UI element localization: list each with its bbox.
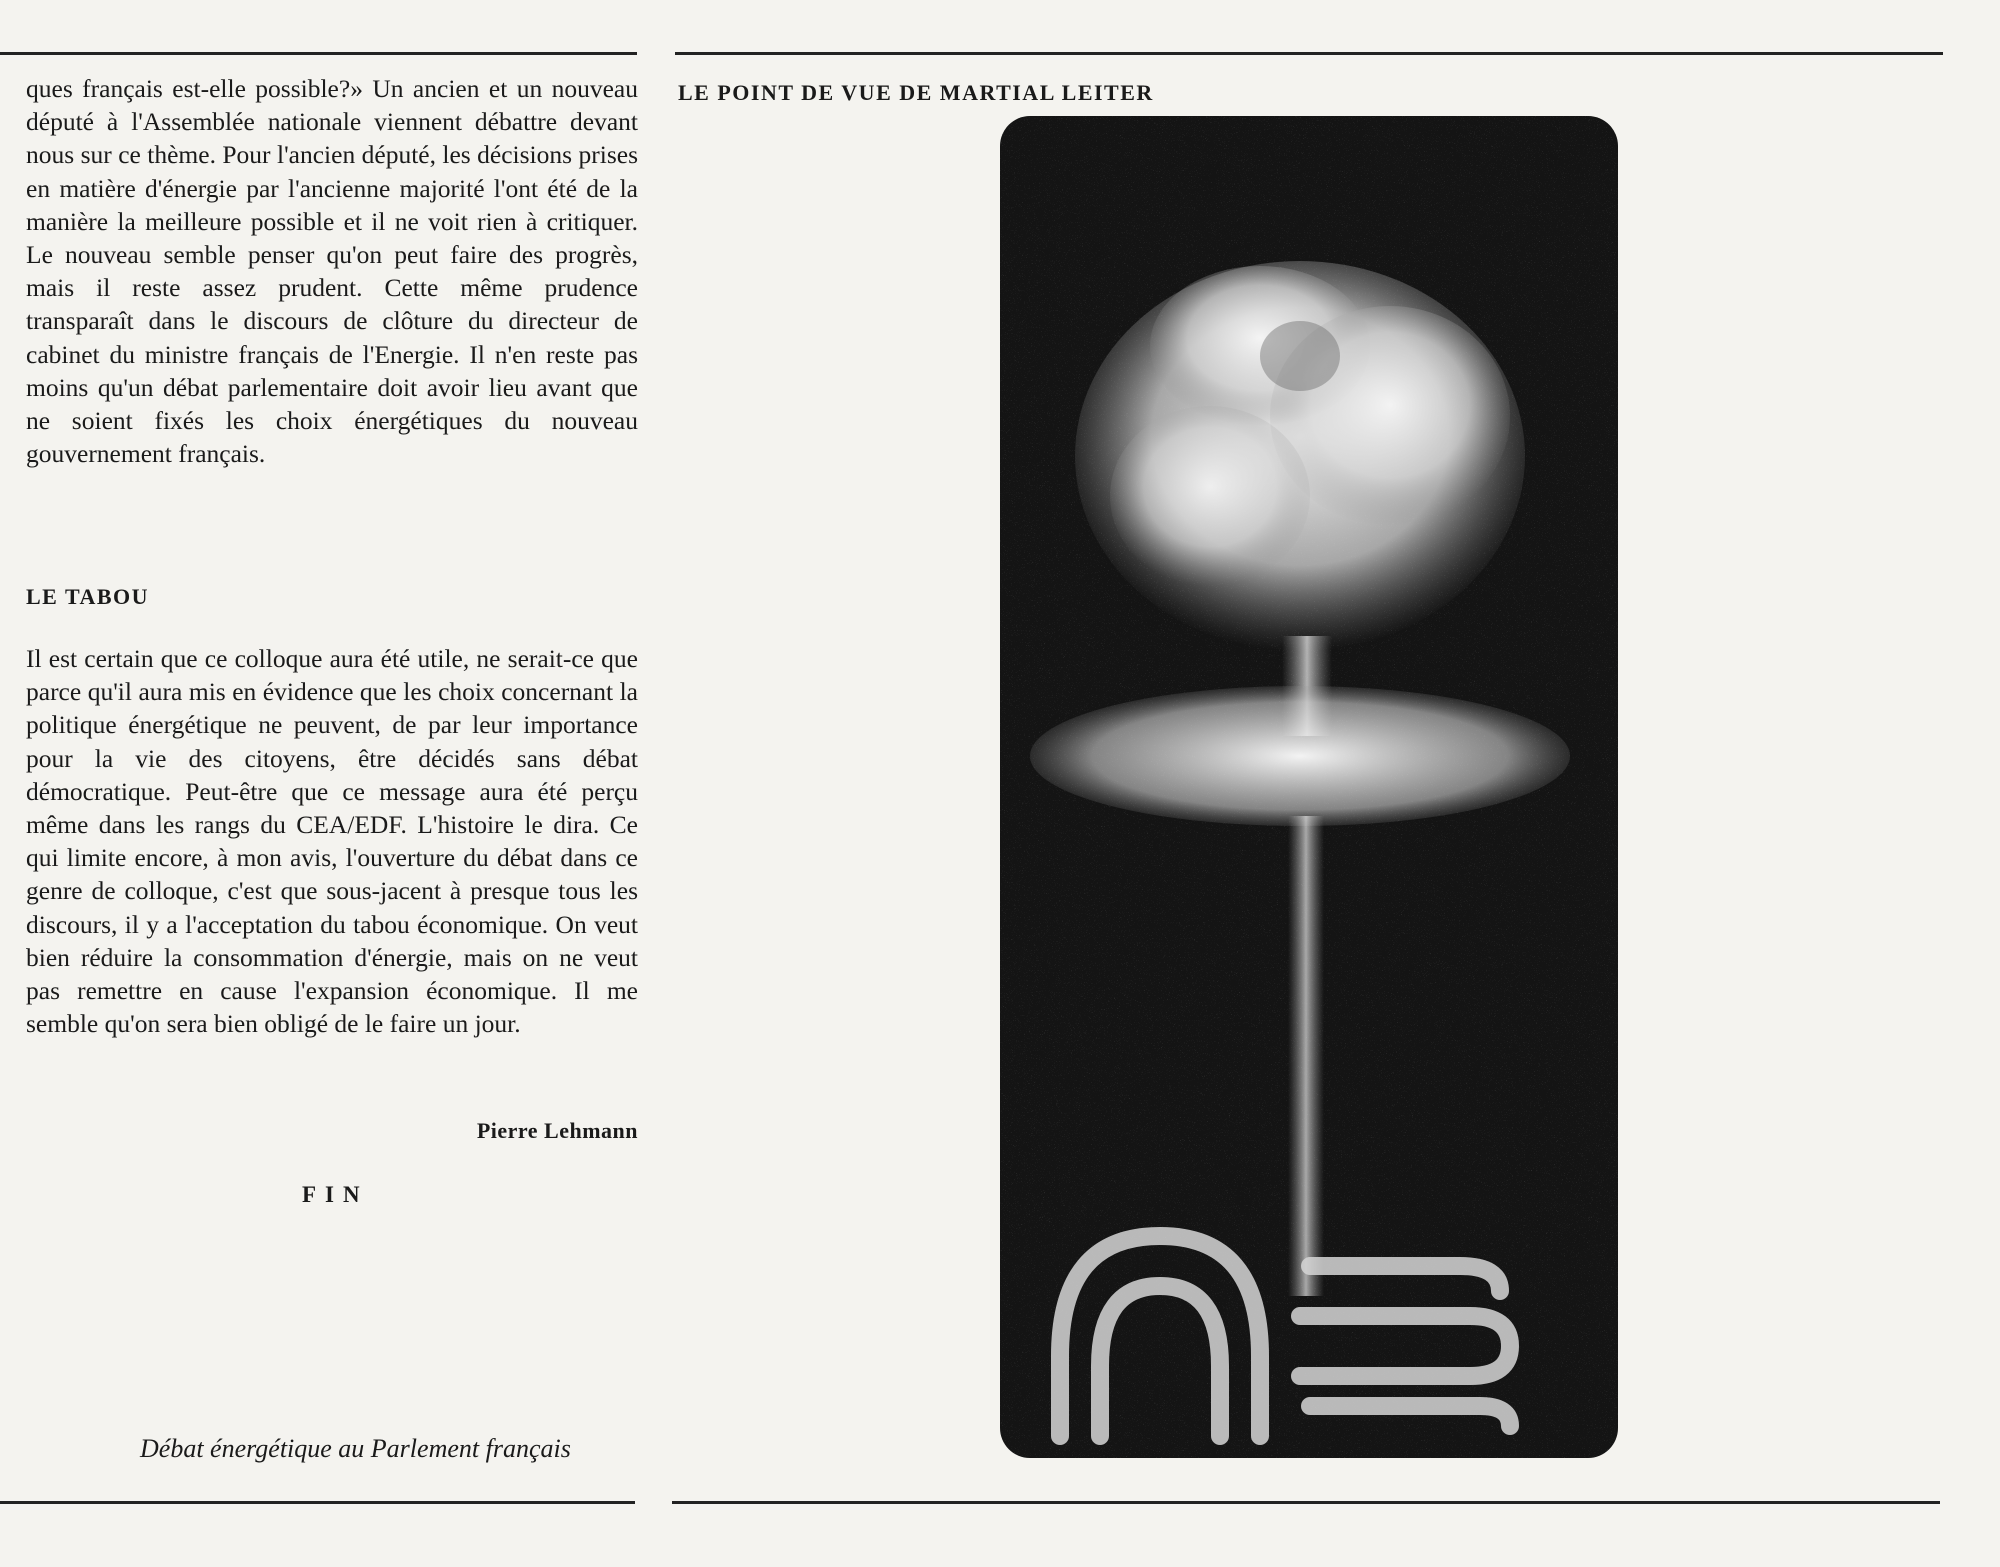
top-rule-left (0, 52, 637, 55)
bottom-rule-right (672, 1501, 1940, 1504)
cloud-cap (1075, 261, 1525, 651)
left-column (26, 72, 638, 470)
cloud-ring (1030, 686, 1570, 826)
paragraph-2: Il est certain que ce colloque aura été utile, ne serait-ce que parce qu'il aura mis en évidence que les choix concernant la politique énergétique ne peuvent, de par leur importance pour la vie des citoyens, être décidés sans débat démocratique. Peut-être que ce message aura été perçu même dans les rangs du CEA/EDF. L'histoire le dira. Ce qui limite encore, à mon avis, l'ouverture du débat dans ce genre de colloque, c'est que sous-jacent à presque tous les discours, il y a l'acceptation du tabou économique. On veut bien réduire la consommation d'énergie, mais on ne veut pas remettre en cause l'expansion économique. Il me semble qu'on sera bien obligé de le faire un jour. (26, 644, 638, 1039)
bottom-rule-left (0, 1501, 635, 1504)
cloud-stem (1288, 816, 1324, 1296)
paragraph-1: ques français est-elle possible?» Un ancien et un nouveau député à l'Assemblée nationale viennent débattre devant nous sur ce thème. Pour l'ancien député, les décisions prises en matière d'énergie par l'ancienne majorité l'ont été de la manière la meilleure possible et il ne voit rien à critiquer. Le nouveau semble penser qu'on peut faire des progrès, mais il reste assez prudent. Cette même prudence transparaît dans le discours de clôture du directeur de cabinet du ministre français de l'Energie. Il n'en reste pas moins qu'un débat parlementaire doit avoir lieu avant que ne soient fixés les choix énergétiques du nouveau gouvernement français. (26, 74, 638, 469)
author-signature: Pierre Lehmann (476, 1118, 638, 1143)
end-mark: FIN (302, 1182, 369, 1207)
top-rule-right (675, 52, 1943, 55)
mushroom-cloud-illustration (1000, 116, 1618, 1458)
section-heading: LE TABOU (26, 584, 150, 609)
figure-caption: Débat énergétique au Parlement français (140, 1434, 571, 1463)
illustration-heading: LE POINT DE VUE DE MARTIAL LEITER (678, 80, 1154, 105)
